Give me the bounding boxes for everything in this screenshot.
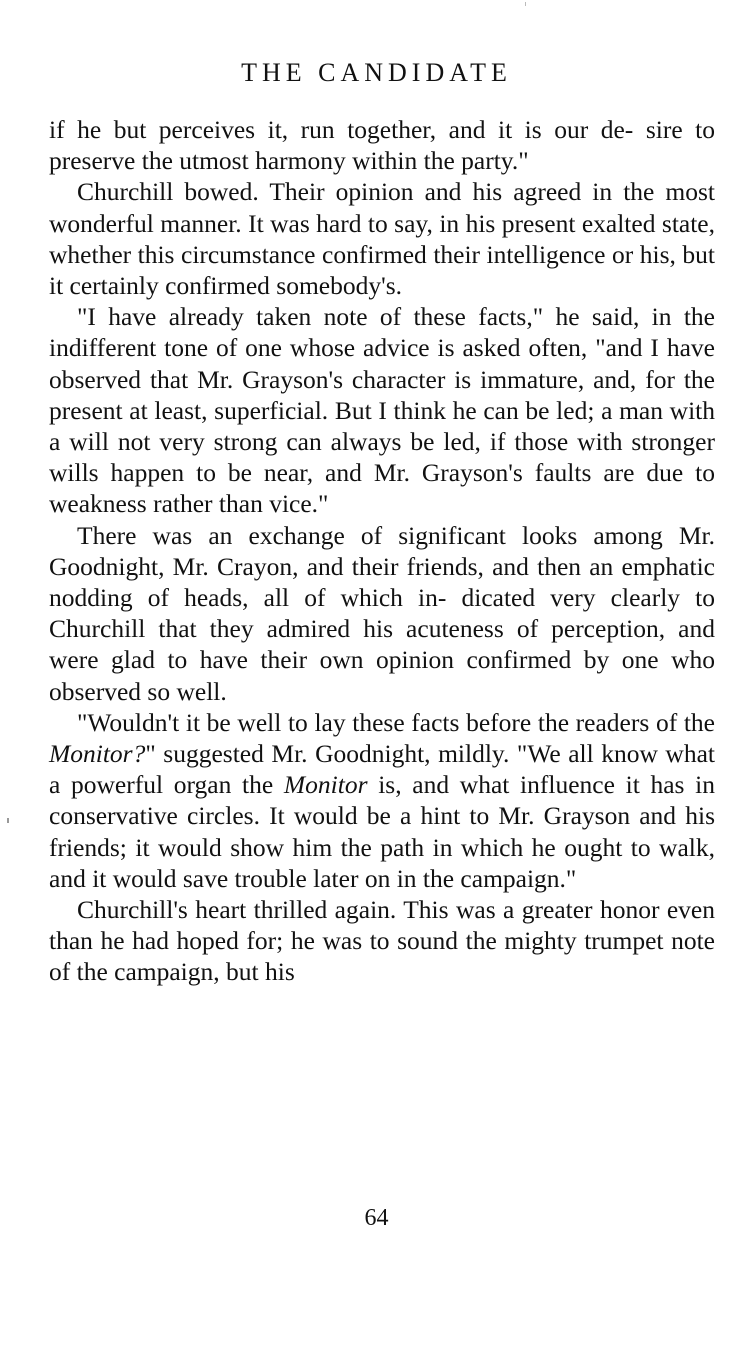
page-number: 64	[364, 1205, 389, 1231]
scan-speck	[525, 2, 526, 6]
text-segment: is, and what influence it has in conservative circles. It would be a hint to Mr. Grayson and his friends; it would show him the path in which he ought to walk, and it would save trouble later on in the campaign."	[49, 770, 715, 893]
paragraph-continuation: if he but perceives it, run together, and it is our de- sire to preserve the utmost harmony within the party."	[49, 115, 715, 176]
publication-title-italic: Monitor?	[49, 739, 146, 769]
publication-title-italic: Monitor	[283, 770, 368, 800]
paragraph-churchill-speech: "I have already taken note of these facts," he said, in the indifferent tone of one whose advice is asked often, "and I have observed that Mr. Grayson's character is immature, and, for the present at least, superficial. But I think he can be led; a man with a will not very strong can always be led, if those with stronger wills happen to be near, and Mr. Grayson's faults are due to weakness rather than vice."	[49, 302, 715, 519]
paragraph-heart-thrilled: Churchill's heart thrilled again. This was a greater honor even than he had hoped for; he was to sound the mighty trumpet note of the campaign, but his	[49, 895, 715, 987]
paragraph-exchange-of-looks: There was an exchange of significant looks among Mr. Goodnight, Mr. Crayon, and their friends, and then an emphatic nodding of heads, all of which in- dicated very clearly to Churchill that they admired his acuteness of perception, and were glad to have their own opinion confirmed by one who observed so well.	[49, 520, 715, 706]
text-segment: " suggested Mr. Goodnight, mildly. "We all know what a powerful organ the	[49, 739, 715, 800]
page-body-text	[49, 114, 715, 988]
margin-mark	[7, 818, 9, 823]
paragraph-goodnight-suggestion	[49, 707, 715, 894]
paragraph-churchill-bowed: Churchill bowed. Their opinion and his agreed in the most wonderful manner. It was hard to say, in his present exalted state, whether this circumstance confirmed their intelligence or his, but it certainly confirmed somebody's.	[49, 177, 715, 301]
running-header: THE CANDIDATE	[241, 58, 512, 87]
text-segment: "Wouldn't it be well to lay these facts before the readers of the	[77, 707, 715, 737]
